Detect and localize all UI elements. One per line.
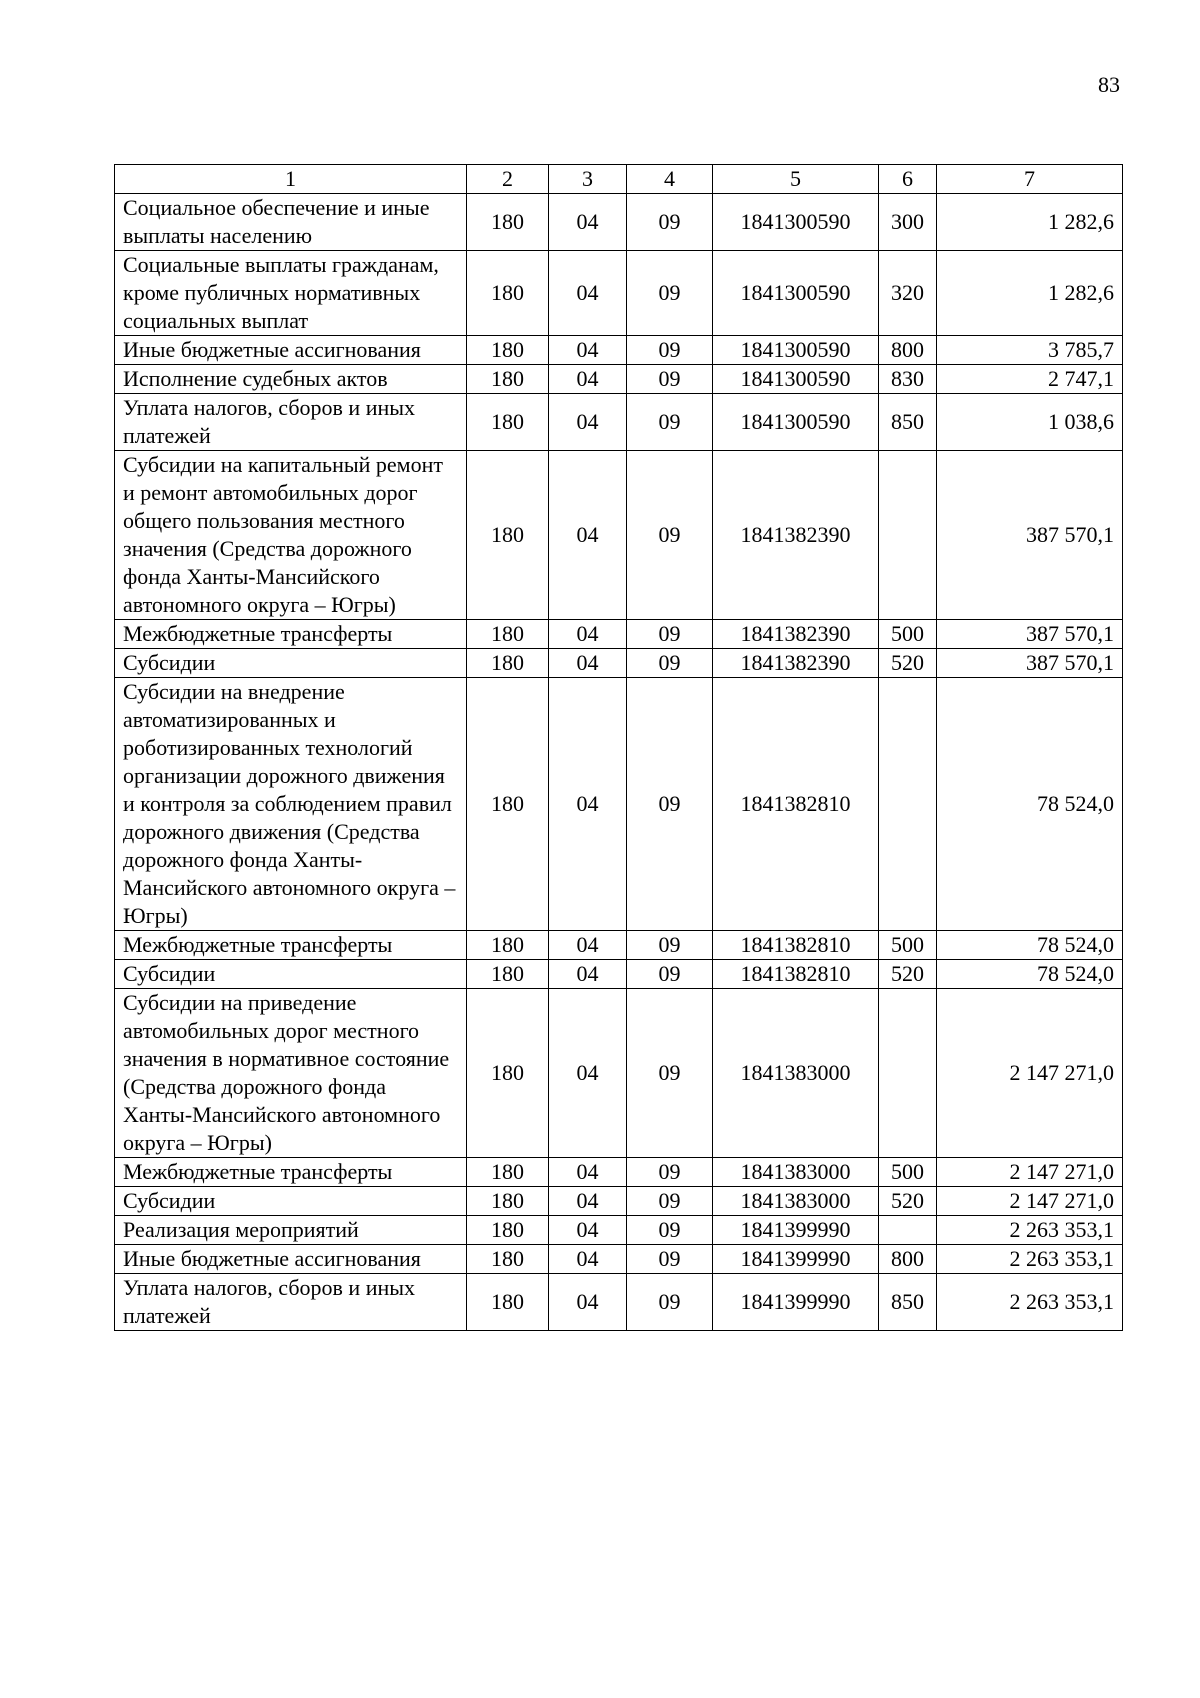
column-header: 2 <box>467 165 549 194</box>
grbs-cell: 180 <box>467 336 549 365</box>
subsection-cell: 09 <box>627 1245 713 1274</box>
subsection-cell: 09 <box>627 931 713 960</box>
section-cell: 04 <box>549 960 627 989</box>
amount-cell: 387 570,1 <box>937 620 1123 649</box>
section-cell: 04 <box>549 931 627 960</box>
header-row <box>115 165 1123 194</box>
section-cell: 04 <box>549 649 627 678</box>
amount-cell: 3 785,7 <box>937 336 1123 365</box>
section-cell: 04 <box>549 251 627 336</box>
expense-type-cell <box>879 989 937 1158</box>
target-article-cell: 1841300590 <box>713 251 879 336</box>
expense-type-cell: 850 <box>879 1274 937 1331</box>
table-row <box>115 620 1123 649</box>
grbs-cell: 180 <box>467 989 549 1158</box>
subsection-cell: 09 <box>627 1187 713 1216</box>
column-header: 4 <box>627 165 713 194</box>
section-cell: 04 <box>549 678 627 931</box>
section-cell: 04 <box>549 1274 627 1331</box>
subsection-cell: 09 <box>627 1216 713 1245</box>
grbs-cell: 180 <box>467 194 549 251</box>
expense-type-cell: 520 <box>879 960 937 989</box>
subsection-cell: 09 <box>627 451 713 620</box>
section-cell: 04 <box>549 1216 627 1245</box>
expense-type-cell: 520 <box>879 649 937 678</box>
row-name-cell: Исполнение судебных актов <box>115 365 467 394</box>
row-name-cell: Субсидии <box>115 1187 467 1216</box>
section-cell: 04 <box>549 194 627 251</box>
target-article-cell: 1841383000 <box>713 1158 879 1187</box>
amount-cell: 78 524,0 <box>937 960 1123 989</box>
amount-cell: 2 147 271,0 <box>937 989 1123 1158</box>
target-article-cell: 1841300590 <box>713 365 879 394</box>
target-article-cell: 1841300590 <box>713 394 879 451</box>
table-row <box>115 1274 1123 1331</box>
amount-cell: 2 263 353,1 <box>937 1274 1123 1331</box>
target-article-cell: 1841382390 <box>713 451 879 620</box>
column-header: 6 <box>879 165 937 194</box>
amount-cell: 2 747,1 <box>937 365 1123 394</box>
section-cell: 04 <box>549 1187 627 1216</box>
grbs-cell: 180 <box>467 1274 549 1331</box>
grbs-cell: 180 <box>467 1245 549 1274</box>
subsection-cell: 09 <box>627 194 713 251</box>
section-cell: 04 <box>549 365 627 394</box>
table-row <box>115 194 1123 251</box>
amount-cell: 387 570,1 <box>937 649 1123 678</box>
amount-cell: 387 570,1 <box>937 451 1123 620</box>
amount-cell: 1 282,6 <box>937 194 1123 251</box>
section-cell: 04 <box>549 989 627 1158</box>
amount-cell: 1 282,6 <box>937 251 1123 336</box>
expense-type-cell <box>879 678 937 931</box>
table-row <box>115 960 1123 989</box>
grbs-cell: 180 <box>467 931 549 960</box>
column-header: 7 <box>937 165 1123 194</box>
column-header: 3 <box>549 165 627 194</box>
grbs-cell: 180 <box>467 394 549 451</box>
grbs-cell: 180 <box>467 620 549 649</box>
table-row <box>115 678 1123 931</box>
grbs-cell: 180 <box>467 451 549 620</box>
target-article-cell: 1841399990 <box>713 1216 879 1245</box>
row-name-cell: Субсидии на капитальный ремонт и ремонт автомобильных дорог общего пользования местного значения (Средства дорожного фонда Ханты-Мансийского автономного округа – Югры) <box>115 451 467 620</box>
table-row <box>115 1216 1123 1245</box>
target-article-cell: 1841382810 <box>713 931 879 960</box>
amount-cell: 78 524,0 <box>937 931 1123 960</box>
grbs-cell: 180 <box>467 649 549 678</box>
column-header: 5 <box>713 165 879 194</box>
grbs-cell: 180 <box>467 1158 549 1187</box>
subsection-cell: 09 <box>627 620 713 649</box>
row-name-cell: Уплата налогов, сборов и иных платежей <box>115 1274 467 1331</box>
row-name-cell: Реализация мероприятий <box>115 1216 467 1245</box>
target-article-cell: 1841382390 <box>713 649 879 678</box>
expense-type-cell: 320 <box>879 251 937 336</box>
expense-type-cell: 500 <box>879 1158 937 1187</box>
target-article-cell: 1841382390 <box>713 620 879 649</box>
target-article-cell: 1841399990 <box>713 1274 879 1331</box>
row-name-cell: Субсидии <box>115 960 467 989</box>
row-name-cell: Межбюджетные трансферты <box>115 620 467 649</box>
expense-type-cell: 800 <box>879 1245 937 1274</box>
subsection-cell: 09 <box>627 394 713 451</box>
section-cell: 04 <box>549 394 627 451</box>
row-name-cell: Иные бюджетные ассигнования <box>115 1245 467 1274</box>
table-row <box>115 394 1123 451</box>
section-cell: 04 <box>549 1158 627 1187</box>
table-row <box>115 251 1123 336</box>
grbs-cell: 180 <box>467 960 549 989</box>
section-cell: 04 <box>549 451 627 620</box>
row-name-cell: Субсидии <box>115 649 467 678</box>
row-name-cell: Межбюджетные трансферты <box>115 931 467 960</box>
page-number: 83 <box>1098 72 1120 97</box>
amount-cell: 78 524,0 <box>937 678 1123 931</box>
grbs-cell: 180 <box>467 1216 549 1245</box>
subsection-cell: 09 <box>627 365 713 394</box>
expense-type-cell <box>879 1216 937 1245</box>
expense-type-cell: 520 <box>879 1187 937 1216</box>
section-cell: 04 <box>549 620 627 649</box>
target-article-cell: 1841399990 <box>713 1245 879 1274</box>
row-name-cell: Субсидии на внедрение автоматизированных и роботизированных технологий организации дорожного движения и контроля за соблюдением правил дорожного движения (Средства дорожного фонда Ханты-Мансийского автономного округа – Югры) <box>115 678 467 931</box>
subsection-cell: 09 <box>627 649 713 678</box>
amount-cell: 1 038,6 <box>937 394 1123 451</box>
table-row <box>115 365 1123 394</box>
subsection-cell: 09 <box>627 960 713 989</box>
target-article-cell: 1841383000 <box>713 989 879 1158</box>
table-row <box>115 931 1123 960</box>
target-article-cell: 1841300590 <box>713 336 879 365</box>
amount-cell: 2 147 271,0 <box>937 1158 1123 1187</box>
section-cell: 04 <box>549 1245 627 1274</box>
table-row <box>115 649 1123 678</box>
grbs-cell: 180 <box>467 678 549 931</box>
expense-type-cell: 300 <box>879 194 937 251</box>
amount-cell: 2 147 271,0 <box>937 1187 1123 1216</box>
grbs-cell: 180 <box>467 251 549 336</box>
subsection-cell: 09 <box>627 989 713 1158</box>
expense-type-cell: 500 <box>879 620 937 649</box>
row-name-cell: Уплата налогов, сборов и иных платежей <box>115 394 467 451</box>
expense-type-cell: 800 <box>879 336 937 365</box>
expense-type-cell: 500 <box>879 931 937 960</box>
row-name-cell: Социальное обеспечение и иные выплаты населению <box>115 194 467 251</box>
target-article-cell: 1841383000 <box>713 1187 879 1216</box>
expense-type-cell <box>879 451 937 620</box>
column-header: 1 <box>115 165 467 194</box>
grbs-cell: 180 <box>467 1187 549 1216</box>
table-row <box>115 451 1123 620</box>
subsection-cell: 09 <box>627 1274 713 1331</box>
row-name-cell: Межбюджетные трансферты <box>115 1158 467 1187</box>
table-row <box>115 989 1123 1158</box>
table-row <box>115 336 1123 365</box>
target-article-cell: 1841382810 <box>713 678 879 931</box>
amount-cell: 2 263 353,1 <box>937 1245 1123 1274</box>
expense-type-cell: 850 <box>879 394 937 451</box>
table-row <box>115 1245 1123 1274</box>
table-row <box>115 1158 1123 1187</box>
row-name-cell: Социальные выплаты гражданам, кроме публичных нормативных социальных выплат <box>115 251 467 336</box>
subsection-cell: 09 <box>627 678 713 931</box>
table-row <box>115 1187 1123 1216</box>
row-name-cell: Иные бюджетные ассигнования <box>115 336 467 365</box>
section-cell: 04 <box>549 336 627 365</box>
grbs-cell: 180 <box>467 365 549 394</box>
subsection-cell: 09 <box>627 251 713 336</box>
budget-table <box>114 164 1123 1331</box>
target-article-cell: 1841382810 <box>713 960 879 989</box>
subsection-cell: 09 <box>627 336 713 365</box>
row-name-cell: Субсидии на приведение автомобильных дорог местного значения в нормативное состояние (Средства дорожного фонда Ханты-Мансийского автономного округа – Югры) <box>115 989 467 1158</box>
target-article-cell: 1841300590 <box>713 194 879 251</box>
expense-type-cell: 830 <box>879 365 937 394</box>
subsection-cell: 09 <box>627 1158 713 1187</box>
amount-cell: 2 263 353,1 <box>937 1216 1123 1245</box>
